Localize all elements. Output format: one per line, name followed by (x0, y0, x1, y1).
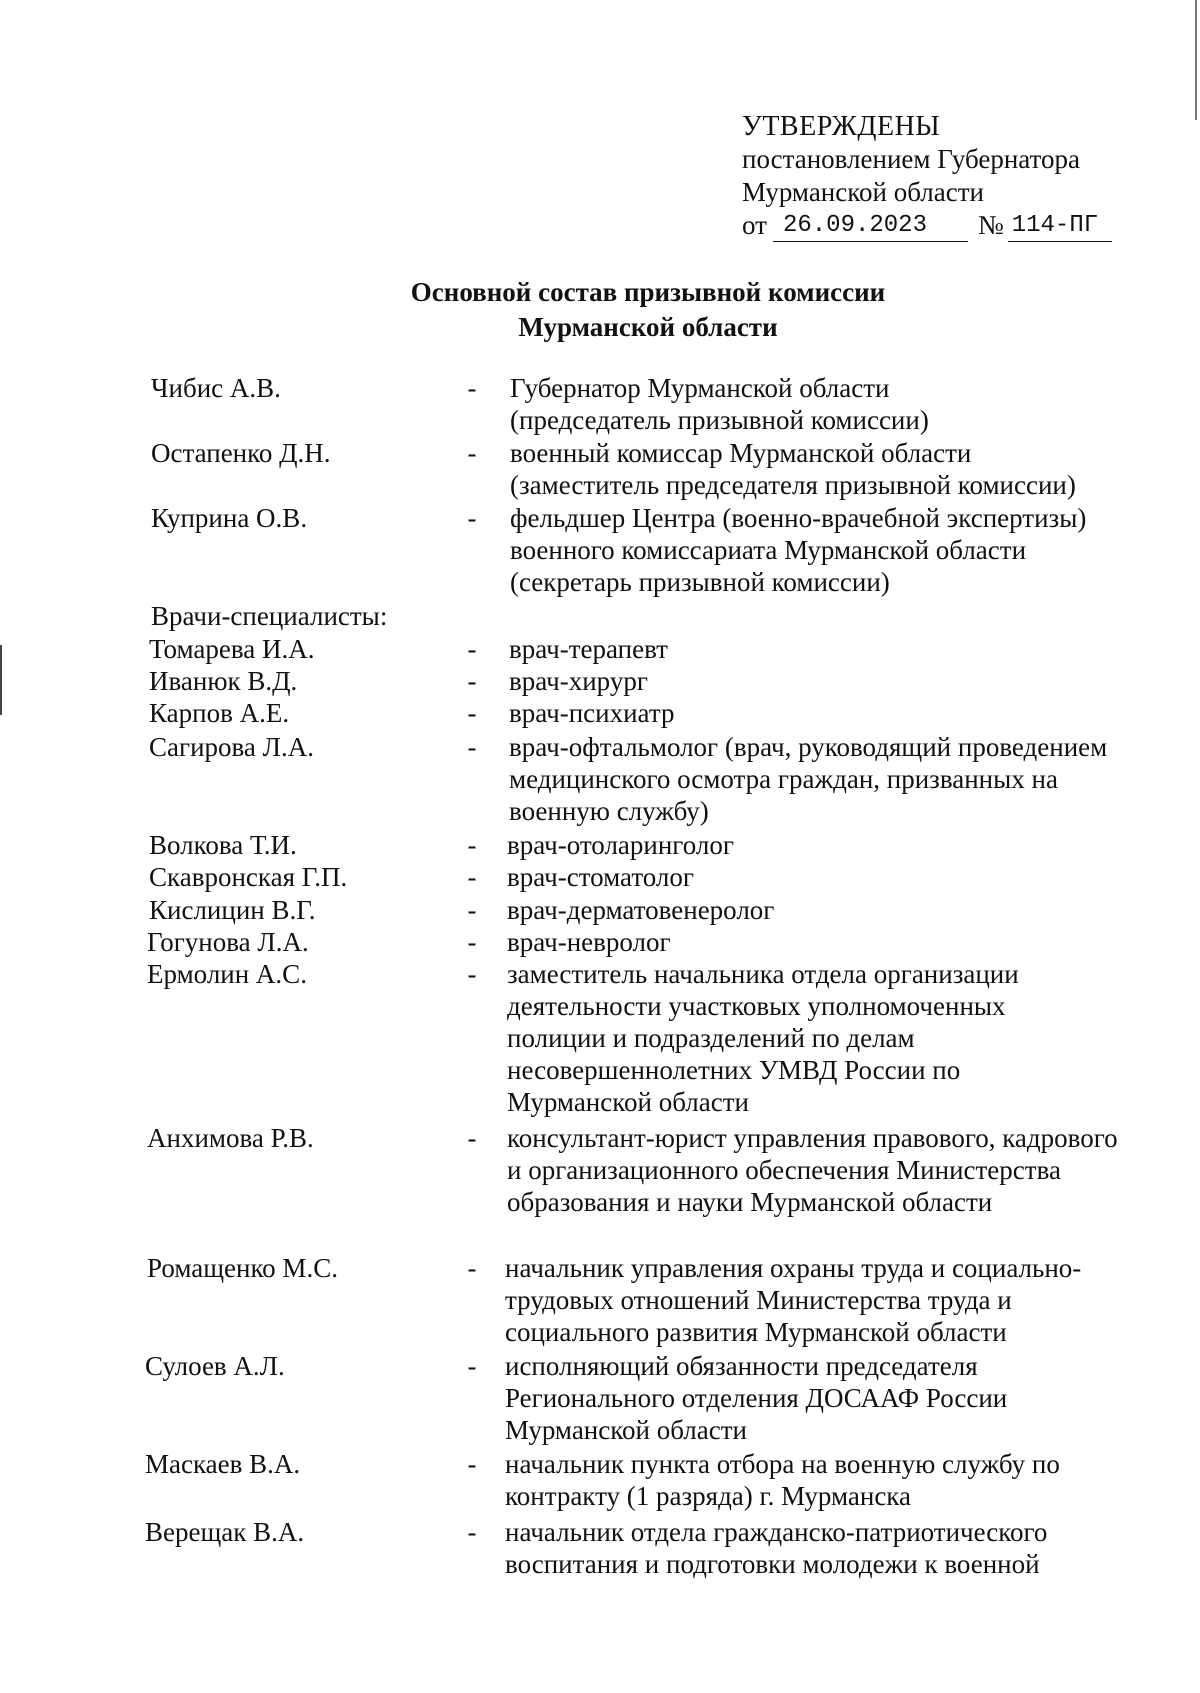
title-line-1: Основной состав призывной комиссии (410, 277, 886, 307)
member-role: фельдшер Центра (военно-врачебной экспертизы) военного комиссариата Мурманской области (секретарь призывной комиссии) (510, 503, 1087, 597)
member-dash: - (467, 666, 477, 696)
member-name: Ермолин А.С. (147, 959, 307, 989)
member-role: Губернатор Мурманской области (председатель призывной комиссии) (510, 373, 929, 435)
member-role: военный комиссар Мурманской области (заместитель председателя призывной комиссии) (510, 438, 1076, 500)
member-dash: - (467, 1517, 477, 1547)
member-role: врач-стоматолог (507, 862, 694, 892)
member-role: начальник пункта отбора на военную службу по контракту (1 разряда) г. Мурманска (505, 1449, 1060, 1511)
approval-date: 26.09.2023 (773, 211, 968, 242)
member-dash: - (467, 1449, 477, 1479)
member-dash: - (467, 1123, 477, 1153)
member-name: Сагирова Л.А. (149, 732, 314, 762)
member-dash: - (467, 634, 477, 664)
member-role: начальник отдела гражданско-патриотического воспитания и подготовки молодежи к военной (505, 1517, 1048, 1579)
member-dash: - (467, 698, 477, 728)
specialists-heading: Врачи-специалисты: (151, 601, 388, 631)
title-line-2: Мурманской области (518, 312, 778, 342)
member-name: Чибис А.В. (151, 373, 281, 403)
member-role: врач-невролог (507, 927, 671, 957)
member-role: консультант-юрист управления правового, кадрового и организационного обеспечения Министерства образования и науки Мурманской области (507, 1123, 1118, 1217)
member-name: Иванюк В.Д. (149, 666, 298, 696)
member-name: Скавронская Г.П. (149, 862, 348, 892)
member-dash: - (467, 927, 477, 957)
member-dash: - (467, 732, 477, 762)
member-name: Волкова Т.И. (149, 830, 297, 860)
member-name: Ромащенко М.С. (147, 1253, 338, 1283)
member-dash: - (467, 1253, 477, 1283)
member-dash: - (467, 1351, 477, 1381)
member-dash: - (467, 830, 477, 860)
member-role: заместитель начальника отдела организации деятельности участковых уполномоченных полиции и подразделений по делам несовершеннолетних УМВД России по Мурманской области (507, 959, 1019, 1117)
number-label: № (977, 210, 1004, 240)
member-role: врач-офтальмолог (врач, руководящий проведением медицинского осмотра граждан, призванных на военную службу) (509, 732, 1108, 826)
member-role: врач-отоларинголог (507, 830, 734, 860)
member-dash: - (467, 862, 477, 892)
member-dash: - (467, 373, 477, 403)
member-name: Сулоев А.Л. (145, 1351, 285, 1381)
member-name: Верещак В.А. (145, 1517, 305, 1547)
member-dash: - (467, 503, 477, 533)
approved-heading: УТВЕРЖДЕНЫ (742, 111, 941, 142)
approval-line-2: Мурманской области (742, 177, 984, 207)
member-name: Карпов А.Е. (149, 698, 290, 728)
member-name: Кислицин В.Г. (149, 895, 316, 925)
member-role: исполняющий обязанности председателя Регионального отделения ДОСААФ России Мурманской области (505, 1351, 1008, 1445)
approval-line-1: постановлением Губернатора (742, 144, 1080, 174)
member-name: Анхимова Р.В. (147, 1123, 314, 1153)
member-role: врач-хирург (509, 666, 648, 696)
member-dash: - (467, 959, 477, 989)
member-name: Томарева И.А. (149, 634, 315, 664)
member-role: врач-дерматовенеролог (507, 895, 775, 925)
member-role: начальник управления охраны труда и социально-трудовых отношений Министерства труда и социального развития Мурманской области (505, 1253, 1082, 1347)
member-dash: - (467, 895, 477, 925)
member-dash: - (467, 438, 477, 468)
member-name: Гогунова Л.А. (147, 927, 309, 957)
date-from-label: от (742, 210, 767, 240)
member-name: Куприна О.В. (151, 503, 308, 533)
approval-number: 114-ПГ (1008, 211, 1112, 242)
member-name: Остапенко Д.Н. (151, 438, 331, 468)
member-role: врач-терапевт (509, 634, 668, 664)
member-role: врач-психиатр (509, 698, 675, 728)
member-name: Маскаев В.А. (145, 1449, 301, 1479)
